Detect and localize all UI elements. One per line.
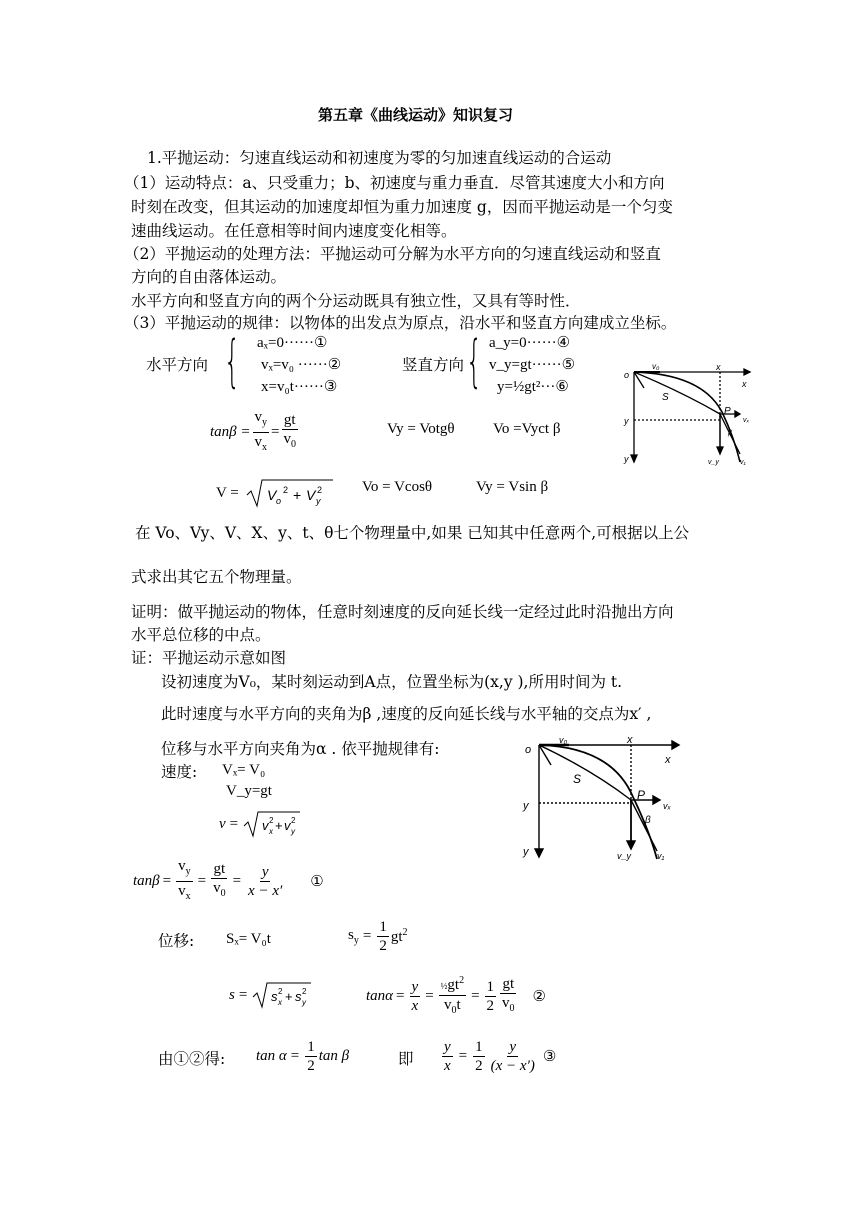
diagram1-label-y-axis: y [624,454,629,464]
diagram1-label-y-dashed: y [624,416,629,426]
svg-text:2: 2 [278,987,283,996]
svg-text:y: y [315,496,321,506]
displacement-label: 位移: [158,932,195,950]
tan-alpha-equation: tanα = $\frac{y}{x}$ = $\frac{\frac{1}{2}gt^2}{v_0t}$ = $\frac{1}{2}$ $\frac{gt}{v_0}$ ② [366,972,546,1020]
vo-cos-equation: Vo = Vcosθ [362,479,433,495]
diagram2-label-p: P [637,788,646,802]
fraction-gt-v0: $\frac{gt}{v_0}$ [283,412,296,450]
sqrt-sx2-sy2 [251,980,313,1010]
v-lhs: V = [216,484,239,501]
conclusion-label: 由①②得: [158,1050,226,1068]
circle-1: ① [310,874,324,890]
svg-text:x: x [269,827,274,836]
svg-text:y: y [302,998,307,1007]
vertical-eq-1: a_y=0······④ [489,335,571,351]
diagram2-label-y-axis: y [523,846,529,858]
circle-3: ③ [542,1049,557,1065]
tan-beta-equation: tanβ = $\frac{v_y}{v_x}$ = $\frac{gt}{v_0}$ [210,408,300,457]
diagram2-label-v1: v₁ [657,851,665,861]
right-brace: { [466,329,483,394]
paragraph-features-2: 时刻在改变，但其运动的加速度却恒为重力加速度 g，因而平抛运动是一个匀变 [131,198,673,216]
svg-text:V: V [266,487,277,503]
tan-beta-chain-equation: tanβ = $\frac{v_y}{v_x}$ = $\frac{gt}{v_0}$ = $\frac{y}{x - x'}$ ① [133,858,324,902]
paragraph-proof-2: 水平总位移的中点。 [131,626,271,644]
diagram1-label-x-axis: x [742,379,747,389]
speed-eq-vy: V_y=gt [226,783,272,799]
horizontal-eq-1: aₓ=0······① [257,335,328,351]
paragraph-method-1: （2）平抛运动的处理方法：平抛运动可分解为水平方向的匀速直线运动和竖直 [124,245,661,263]
diagram2-label-vy: v_y [617,851,632,861]
svg-text:v: v [262,818,269,833]
svg-text:+: + [275,818,283,833]
conclusion-tan-equation: tan α = $\frac{1}{2}$ tan β [256,1039,350,1074]
tan-beta-lhs: tanβ = [210,424,251,440]
svg-text:V: V [305,487,316,503]
svg-text:x: x [278,998,283,1007]
horizontal-eq-3: x=v₀t······③ [261,379,338,395]
paragraph-features-1: （1）运动特点：a、只受重力；b、初速度与重力垂直．尽管其速度大小和方向 [124,174,665,192]
diagram1-label-x-top: x [716,362,721,372]
sqrt-vx2-vy2 [242,809,302,839]
vertical-eq-3: y=½gt²···⑥ [497,379,569,395]
vertical-eq-2: v_y=gt······⑤ [489,357,576,373]
v-magnitude-equation [216,477,335,509]
svg-text:2: 2 [302,987,307,996]
paragraph-proof-5: 此时速度与水平方向的夹角为β ,速度的反向延长线与水平轴的交点为x′ , [161,705,652,723]
diagram1-label-v0: v₀ [652,362,660,371]
paragraph-proof-1: 证明：做平抛运动的物体，任意时刻速度的反向延长线一定经过此时沿抛出方向 [131,603,674,621]
svg-text:y: y [291,827,296,836]
paragraph-method-2: 方向的自由落体运动。 [131,268,287,286]
horizontal-direction-label: 水平方向 [146,356,209,374]
paragraph-features-3: 速曲线运动。在任意相等时间内速度变化相等。 [131,222,457,240]
diagram1-label-o: o [624,370,630,380]
paragraph-quantities-2: 式求出其它五个物理量。 [131,568,302,586]
svg-text:s: s [295,989,302,1004]
paragraph-proof-3: 证：平抛运动示意如图 [131,649,287,667]
projectile-diagram-2 [517,735,683,863]
vy-tg-equation: Vy = Votgθ [387,421,455,437]
paragraph-proof-4: 设初速度为V₀，某时刻运动到A点，位置坐标为(x,y ),所用时间为 t. [161,673,623,691]
displacement-eq-sx: Sₓ= V₀t [226,931,271,947]
diagram1-label-vx: vₓ [743,417,750,424]
projectile-diagram-1 [622,362,756,468]
vo-ct-equation: Vo =Vyct β [493,421,561,437]
vertical-direction-label: 竖直方向 [402,356,465,374]
diagram2-label-v0: v₀ [559,735,568,745]
svg-text:+: + [292,487,301,503]
conclusion-ratio-equation: $\frac{y}{x}$ = $\frac{1}{2}$ $\frac{y}{(x - x')}$ ③ [444,1039,557,1074]
sqrt-vo2-vy2 [245,477,335,509]
svg-text:+: + [285,989,293,1004]
speed-eq-vx: Vₓ= V₀ [222,762,266,778]
svg-text:o: o [275,496,281,506]
svg-text:2: 2 [269,816,274,825]
diagram1-label-s: S [662,392,669,403]
speed-label: 速度: [161,763,198,781]
diagram2-label-beta: β [645,815,651,826]
ji-label: 即 [398,1050,414,1068]
displacement-eq-s: s = s x 2 + s y 2 [229,980,313,1010]
diagram1-label-v1: v₁ [740,459,746,466]
circle-2: ② [532,988,546,1005]
diagram2-label-x-axis: x [665,754,671,766]
paragraph-proof-6: 位移与水平方向夹角为α . 依平抛规律有: [161,740,440,758]
diagram2-label-o: o [525,744,532,756]
vy-sin-equation: Vy = Vsin β [476,479,549,495]
svg-text:v: v [284,818,291,833]
paragraph-rules: （3）平抛运动的规律：以物体的出发点为原点，沿水平和竖直方向建成立坐标。 [124,314,677,332]
svg-text:2: 2 [291,816,296,825]
fraction-vy-vx: $\frac{v_y}{v_x}$ [254,409,268,453]
paragraph-definition: 1.平抛运动：匀速直线运动和初速度为零的匀加速直线运动的合运动 [147,149,612,167]
diagram2-label-s: S [573,772,582,786]
svg-text:s: s [271,989,278,1004]
diagram1-label-p: P [724,406,731,417]
diagram1-label-beta: β [728,430,732,437]
displacement-eq-sy: $s_y$ = $\frac{1}{2}$ $gt^2$ [348,919,408,954]
svg-text:2: 2 [316,485,322,495]
diagram2-label-x-top: x [627,735,633,746]
speed-eq-v: v = v x 2 + v y 2 [219,809,302,839]
paragraph-independence: 水平方向和竖直方向的两个分运动既具有独立性，又具有等时性． [131,292,581,310]
page-title: 第五章《曲线运动》知识复习 [318,106,514,124]
horizontal-eq-2: vₓ=v₀ ······② [261,357,342,373]
diagram2-label-y-dashed: y [523,800,529,812]
diagram1-label-vy: v_y [708,459,719,466]
svg-text:2: 2 [282,485,288,495]
diagram2-label-vx: vₓ [663,801,671,811]
left-brace: { [224,329,241,394]
paragraph-quantities: 在 Vo、Vy、V、X、y、t、θ七个物理量中,如果 已知其中任意两个,可根据以上公 [135,524,690,542]
